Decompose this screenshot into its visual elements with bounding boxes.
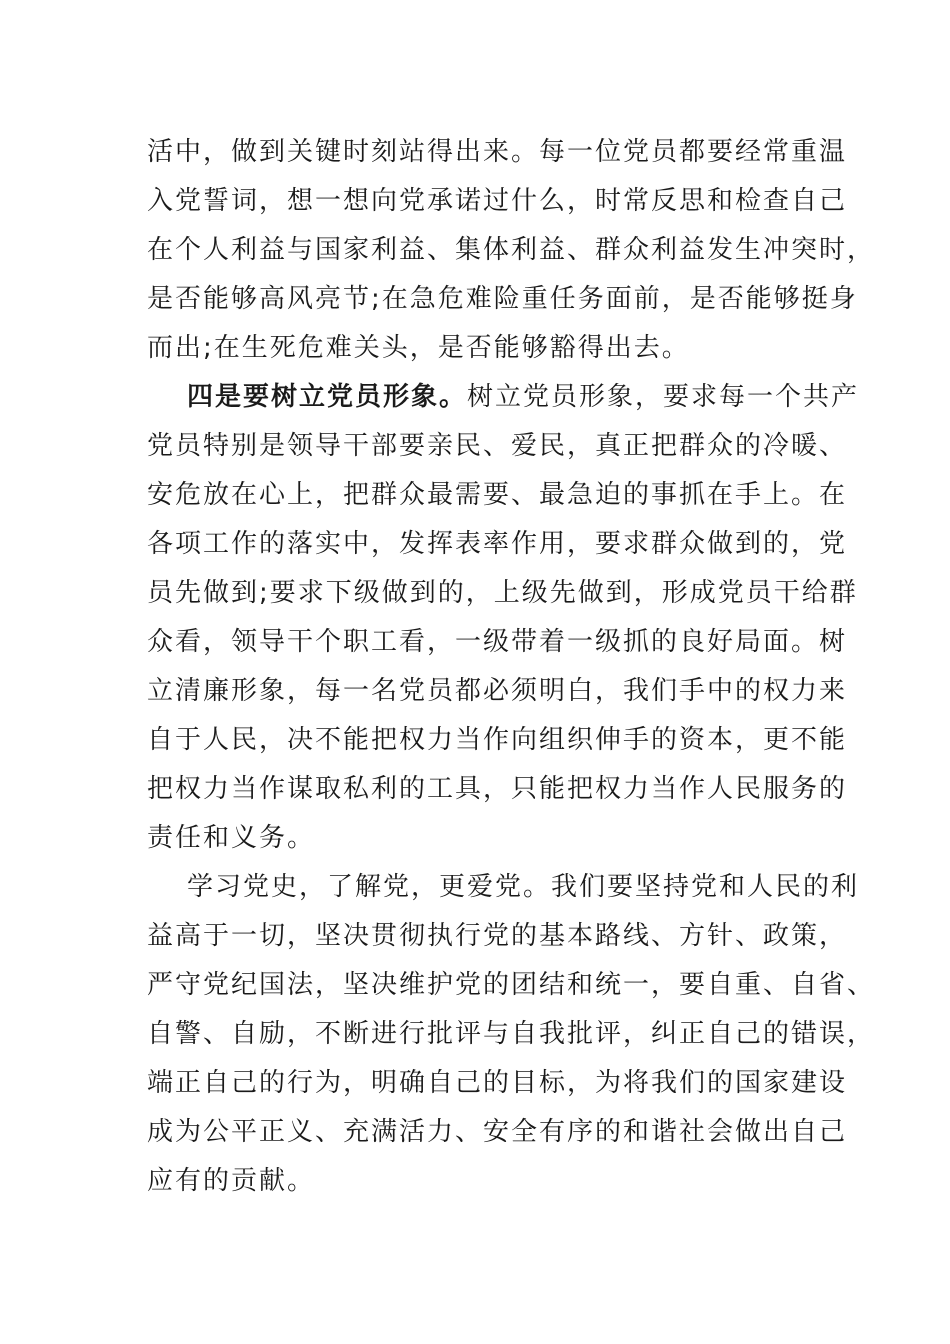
text-line: 端正自己的行为，明确自己的目标，为将我们的国家建设 xyxy=(147,1068,848,1098)
text-line: 责任和义务。 xyxy=(147,823,316,853)
text-line: 立清廉形象，每一名党员都必须明白，我们手中的权力来 xyxy=(147,676,848,706)
text-line: 各项工作的落实中，发挥表率作用，要求群众做到的，党 xyxy=(147,529,848,559)
text-line-first: 学习党史，了解党，更爱党。我们要坚持党和人民的利 xyxy=(187,872,860,902)
text-line: 成为公平正义、充满活力、安全有序的和谐社会做出自己 xyxy=(147,1117,848,1147)
text-line: 是否能够高风亮节;在急危难险重任务面前，是否能够挺身 xyxy=(147,284,858,314)
text-line: 党员特别是领导干部要亲民、爱民，真正把群众的冷暖、 xyxy=(147,431,848,461)
text-line: 安危放在心上，把群众最需要、最急迫的事抓在手上。在 xyxy=(147,480,848,510)
bold-heading: 四是要树立党员形象。 xyxy=(187,382,468,412)
text-line-first xyxy=(147,373,860,422)
text-line: 自警、自励，不断进行批评与自我批评，纠正自己的错误， xyxy=(147,1019,876,1049)
text-line: 众看，领导干个职工看，一级带着一级抓的良好局面。树 xyxy=(147,627,848,657)
text-line: 自于人民，决不能把权力当作向组织伸手的资本，更不能 xyxy=(147,725,848,755)
paragraph-continuation xyxy=(147,128,876,373)
text-line: 活中，做到关键时刻站得出来。每一位党员都要经常重温 xyxy=(147,137,848,167)
text-run: 树立党员形象，要求每一个共产 xyxy=(467,382,860,412)
text-line: 而出;在生死危难关头，是否能够豁得出去。 xyxy=(147,333,690,363)
paragraph-party-image xyxy=(147,373,860,863)
text-line: 入党誓词，想一想向党承诺过什么，时常反思和检查自己 xyxy=(147,186,848,216)
paragraph-conclusion xyxy=(147,863,876,1206)
text-line: 在个人利益与国家利益、集体利益、群众利益发生冲突时， xyxy=(147,235,876,265)
text-line: 员先做到;要求下级做到的，上级先做到，形成党员干给群 xyxy=(147,578,858,608)
text-line: 应有的贡献。 xyxy=(147,1166,316,1196)
text-line: 益高于一切，坚决贯彻执行党的基本路线、方针、政策， xyxy=(147,921,848,951)
text-line: 严守党纪国法，坚决维护党的团结和统一，要自重、自省、 xyxy=(147,970,876,1000)
text-line: 把权力当作谋取私利的工具，只能把权力当作人民服务的 xyxy=(147,774,848,804)
